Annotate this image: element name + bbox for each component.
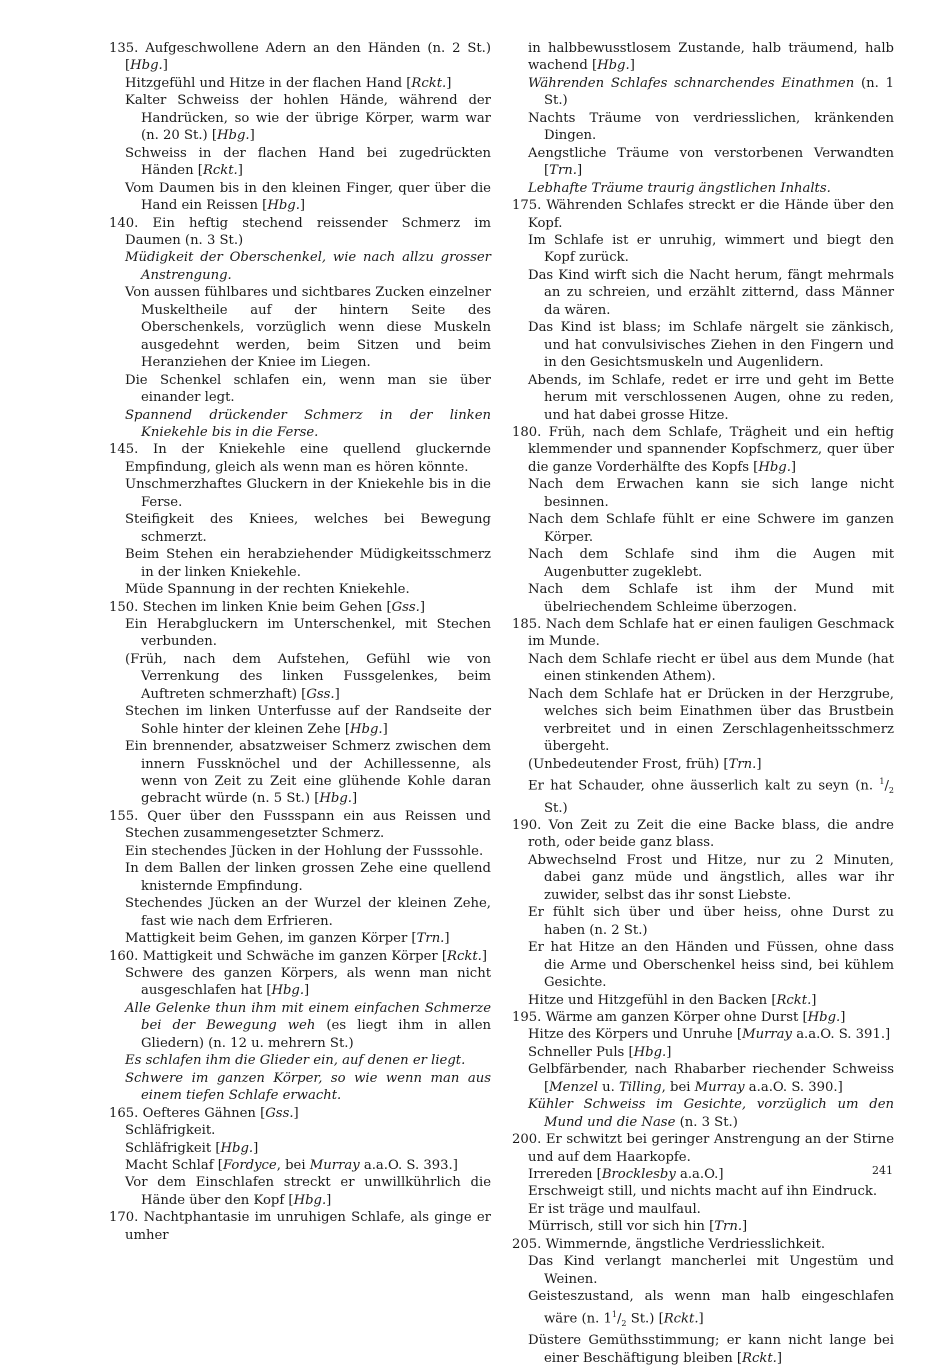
symptom-entry bbox=[512, 197, 894, 232]
symptom-entry: Irrereden [Brocklesby a.a.O.] bbox=[528, 1167, 724, 1183]
entry-number: 155. bbox=[109, 808, 139, 824]
symptom-entry bbox=[109, 1209, 491, 1244]
symptom-entry: Alle Gelenke thun ihm mit einem einfachen Schmerze bei der Bewegung weh (es liegt ihm in allen Gliedern) (n. 12 u. mehrern St.) bbox=[125, 1000, 491, 1051]
symptom-entry: Nach dem Schlafe riecht er übel aus dem Munde (hat einen stinkenden Athem). bbox=[528, 651, 894, 685]
symptom-entry bbox=[109, 948, 491, 965]
symptom-entry: Ein brennender, absatzweiser Schmerz zwischen dem innern Fussknöchel und der Achillessenne, als wenn von Zeit zu Zeit eine glühende Kohle daran gebracht würde (n. 5 St.) [Hbg.] bbox=[125, 739, 491, 807]
entry-number: 145. bbox=[109, 442, 139, 458]
symptom-entry bbox=[512, 817, 894, 852]
symptom-entry: (Unbedeutender Frost, früh) [Trn.] bbox=[528, 756, 762, 772]
symptom-entry: Schwere im ganzen Körper, so wie wenn man aus einem tiefen Schlafe erwacht. bbox=[125, 1070, 491, 1104]
symptom-entry: Er hat Schauder, ohne äusserlich kalt zu seyn (n. $^1/_2$ St.) bbox=[528, 777, 894, 816]
symptom-entry: in halbbewusstlosem Zustande, halb träumend, halb wachend [Hbg.] bbox=[528, 41, 894, 74]
entry-text: Oefteres Gähnen [Gss.] bbox=[138, 1105, 299, 1121]
entry-text: Von Zeit zu Zeit die eine Backe blass, die andre roth, oder beide ganz blass. bbox=[528, 817, 894, 851]
entry-number: 195. bbox=[512, 1009, 542, 1025]
symptom-entry: Das Kind wirft sich die Nacht herum, fängt mehrmals an zu schreien, und erzählt zitternd, dass Männer da wären. bbox=[528, 267, 894, 318]
symptom-entry: Ein Herabgluckern im Unterschenkel, mit Stechen verbunden. bbox=[125, 616, 491, 650]
symptom-entry bbox=[109, 599, 491, 616]
symptom-entry: Müdigkeit der Oberschenkel, wie nach allzu grosser Anstrengung. bbox=[125, 250, 491, 283]
symptom-entry: Nach dem Schlafe ist ihm der Mund mit übelriechendem Schleime überzogen. bbox=[528, 582, 894, 615]
entry-number: 205. bbox=[512, 1236, 542, 1252]
symptom-entry: Er hat Hitze an den Händen und Füssen, ohne dass die Arme und Oberschenkel heiss sind, bei kühlem Gesichte. bbox=[528, 940, 894, 991]
left-column bbox=[109, 40, 491, 1244]
symptom-entry: Kühler Schweiss im Gesichte, vorzüglich um den Mund und die Nase (n. 3 St.) bbox=[528, 1097, 894, 1130]
symptom-entry: (Früh, nach dem Aufstehen, Gefühl wie von Verrenkung des linken Fussgelenkes, beim Auftreten schmerzhaft) [Gss.] bbox=[125, 651, 491, 702]
symptom-entry: Hitzgefühl und Hitze in der flachen Hand [Rckt.] bbox=[125, 75, 452, 91]
symptom-entry: Schneller Puls [Hbg.] bbox=[528, 1044, 672, 1060]
entry-text: Mattigkeit und Schwäche im ganzen Körper [Rckt.] bbox=[138, 948, 488, 964]
symptom-entry: Beim Stehen ein herabziehender Müdigkeitsschmerz in der linken Kniekehle. bbox=[125, 547, 491, 580]
symptom-entry bbox=[109, 40, 491, 75]
entry-number: 185. bbox=[512, 616, 542, 632]
symptom-entry bbox=[109, 808, 491, 843]
symptom-entry: Mattigkeit beim Gehen, im ganzen Körper [Trn.] bbox=[125, 931, 450, 947]
symptom-entry: Nach dem Schlafe hat er Drücken in der Herzgrube, welches sich beim Einathmen über das Brustbein verbreitet und in einen Zerschlagenheitsschmerz übergeht. bbox=[528, 686, 894, 755]
symptom-entry: Von aussen fühlbares und sichtbares Zucken einzelner Muskeltheile auf der hintern Seite des Oberschenkels, vorzüglich wenn diese Muskeln ausgedehnt werden, beim Sitzen und beim Heranziehen der Kniee im Liegen. bbox=[125, 285, 491, 371]
symptom-entry bbox=[109, 215, 491, 250]
symptom-entry: Währenden Schlafes schnarchendes Einathmen (n. 1 St.) bbox=[528, 75, 894, 109]
symptom-entry: Schläfrigkeit [Hbg.] bbox=[125, 1140, 259, 1156]
entry-text: In der Kniekehle eine quellend gluckernde Empfindung, gleich als wenn man es hören könnte. bbox=[125, 442, 491, 475]
symptom-entry: Nach dem Erwachen kann sie sich lange nicht besinnen. bbox=[528, 477, 894, 510]
symptom-entry: Schläfrigkeit. bbox=[125, 1123, 216, 1139]
entry-number: 135. bbox=[109, 41, 139, 56]
symptom-entry: Kalter Schweiss der hohlen Hände, während der Handrücken, so wie der übrige Körper, warm war (n. 20 St.) [Hbg.] bbox=[125, 93, 491, 144]
symptom-entry: Die Schenkel schlafen ein, wenn man sie über einander legt. bbox=[125, 372, 491, 406]
symptom-entry: Er fühlt sich über und über heiss, ohne Durst zu haben (n. 2 St.) bbox=[528, 905, 894, 938]
symptom-entry: Im Schlafe ist er unruhig, wimmert und biegt den Kopf zurück. bbox=[528, 232, 894, 266]
entry-number: 170. bbox=[109, 1210, 139, 1226]
entry-text: Er schwitzt bei geringer Anstrengung an der Stirne und auf dem Haarkopfe. bbox=[528, 1132, 894, 1165]
symptom-entry: Er ist träge und maulfaul. bbox=[528, 1201, 701, 1217]
symptom-entry: Unschmerzhaftes Gluckern in der Kniekehle bis in die Ferse. bbox=[125, 477, 491, 510]
entry-number: 140. bbox=[109, 215, 139, 231]
symptom-entry: Steifigkeit des Kniees, welches bei Bewegung schmerzt. bbox=[125, 512, 491, 545]
symptom-entry bbox=[512, 1236, 894, 1253]
symptom-entry bbox=[512, 616, 894, 651]
entry-text: Stechen im linken Knie beim Gehen [Gss.] bbox=[138, 599, 426, 615]
symptom-entry: Hitze des Körpers und Unruhe [Murray a.a.O. S. 391.] bbox=[528, 1027, 891, 1043]
symptom-entry bbox=[109, 441, 491, 476]
symptom-entry: Düstere Gemüthsstimmung; er kann nicht lange bei einer Beschäftigung bleiben [Rckt.] bbox=[528, 1333, 894, 1366]
entry-number: 180. bbox=[512, 424, 542, 440]
entry-text: Aufgeschwollene Adern an den Händen (n. 2 St.) [Hbg.] bbox=[125, 41, 491, 74]
right-column bbox=[512, 40, 894, 1367]
symptom-entry: Hitze und Hitzgefühl in den Backen [Rckt.] bbox=[528, 992, 817, 1008]
entry-text: Quer über den Fussspann ein aus Reissen und Stechen zusammengesetzter Schmerz. bbox=[125, 808, 491, 842]
entry-text: Wimmernde, ängstliche Verdriesslichkeit. bbox=[541, 1236, 826, 1252]
symptom-entry: Vom Daumen bis in den kleinen Finger, quer über die Hand ein Reissen [Hbg.] bbox=[125, 180, 491, 214]
symptom-entry bbox=[109, 1105, 491, 1122]
symptom-entry: Abwechselnd Frost und Hitze, nur zu 2 Minuten, dabei ganz müde und ängstlich, alles war ihr zuwider, selbst das ihr sonst Liebste. bbox=[528, 852, 894, 903]
symptom-entry: Mürrisch, still vor sich hin [Trn.] bbox=[528, 1219, 748, 1235]
entry-text: Wärme am ganzen Körper ohne Durst [Hbg.] bbox=[541, 1009, 846, 1025]
symptom-entry: Das Kind verlangt mancherlei mit Ungestüm und Weinen. bbox=[528, 1254, 894, 1287]
symptom-entry: Müde Spannung in der rechten Kniekehle. bbox=[125, 582, 410, 598]
entry-text: Währenden Schlafes streckt er die Hände über den Kopf. bbox=[528, 198, 894, 231]
entry-number: 200. bbox=[512, 1132, 542, 1148]
symptom-entry: Macht Schlaf [Fordyce, bei Murray a.a.O. S. 393.] bbox=[125, 1158, 458, 1173]
entry-text: Nach dem Schlafe hat er einen fauligen Geschmack im Munde. bbox=[528, 616, 894, 650]
entry-text: Ein heftig stechend reissender Schmerz im Daumen (n. 3 St.) bbox=[125, 215, 491, 248]
symptom-entry: Ein stechendes Jücken in der Hohlung der Fusssohle. bbox=[125, 843, 484, 859]
symptom-entry: Es schlafen ihm die Glieder ein, auf denen er liegt. bbox=[125, 1053, 466, 1069]
page-number: 241 bbox=[872, 1164, 893, 1177]
entry-text: Nachtphantasie im unruhigen Schlafe, als ginge er umher bbox=[125, 1210, 491, 1243]
symptom-entry: Das Kind ist blass; im Schlafe närgelt sie zänkisch, und hat convulsivisches Ziehen in den Fingern und in den Gesichtsmuskeln und Augenlidern. bbox=[528, 320, 894, 371]
entry-number: 165. bbox=[109, 1105, 139, 1121]
symptom-entry: Nachts Träume von verdriesslichen, kränkenden Dingen. bbox=[528, 110, 894, 144]
entry-text: Früh, nach dem Schlafe, Trägheit und ein heftig klemmender und spannender Kopfschmerz, quer über die ganze Vorderhälfte des Kopfs [Hbg.] bbox=[528, 424, 894, 475]
symptom-entry bbox=[512, 1131, 894, 1166]
symptom-entry: Aengstliche Träume von verstorbenen Verwandten [Trn.] bbox=[528, 145, 894, 179]
symptom-entry: Nach dem Schlafe sind ihm die Augen mit Augenbutter zugeklebt. bbox=[528, 547, 894, 580]
entry-number: 175. bbox=[512, 198, 542, 214]
symptom-entry: Stechen im linken Unterfusse auf der Randseite der Sohle hinter der kleinen Zehe [Hbg.] bbox=[125, 704, 491, 737]
symptom-entry: Abends, im Schlafe, redet er irre und geht im Bette herum mit verschlossenen Augen, ohne zu reden, und hat dabei grosse Hitze. bbox=[528, 372, 894, 423]
symptom-entry: Lebhafte Träume traurig ängstlichen Inhalts. bbox=[528, 180, 831, 196]
entry-number: 190. bbox=[512, 817, 542, 833]
symptom-entry: Schweiss in der flachen Hand bei zugedrückten Händen [Rckt.] bbox=[125, 145, 491, 179]
entry-number: 160. bbox=[109, 948, 139, 964]
symptom-entry: Erschweigt still, und nichts macht auf ihn Eindruck. bbox=[528, 1184, 878, 1200]
symptom-entry bbox=[512, 424, 894, 476]
symptom-entry: Spannend drückender Schmerz in der linken Kniekehle bis in die Ferse. bbox=[125, 407, 491, 440]
symptom-entry: Geisteszustand, als wenn man halb eingeschlafen wäre (n. $1^1/_2$ St.) [Rckt.] bbox=[528, 1289, 894, 1328]
symptom-entry: Gelbfärbender, nach Rhabarber riechender Schweiss [Menzel u. Tilling, bei Murray a.a.O. S. 390.] bbox=[528, 1062, 894, 1095]
symptom-entry: In dem Ballen der linken grossen Zehe eine quellend knisternde Empfindung. bbox=[125, 861, 491, 894]
entry-number: 150. bbox=[109, 599, 139, 615]
symptom-entry: Stechendes Jücken an der Wurzel der kleinen Zehe, fast wie nach dem Erfrieren. bbox=[125, 896, 491, 929]
symptom-entry: Vor dem Einschlafen streckt er unwillkührlich die Hände über den Kopf [Hbg.] bbox=[125, 1175, 491, 1208]
symptom-entry: Nach dem Schlafe fühlt er eine Schwere im ganzen Körper. bbox=[528, 512, 894, 545]
symptom-entry: Schwere des ganzen Körpers, als wenn man nicht ausgeschlafen hat [Hbg.] bbox=[125, 966, 491, 999]
symptom-entry bbox=[512, 1009, 894, 1026]
